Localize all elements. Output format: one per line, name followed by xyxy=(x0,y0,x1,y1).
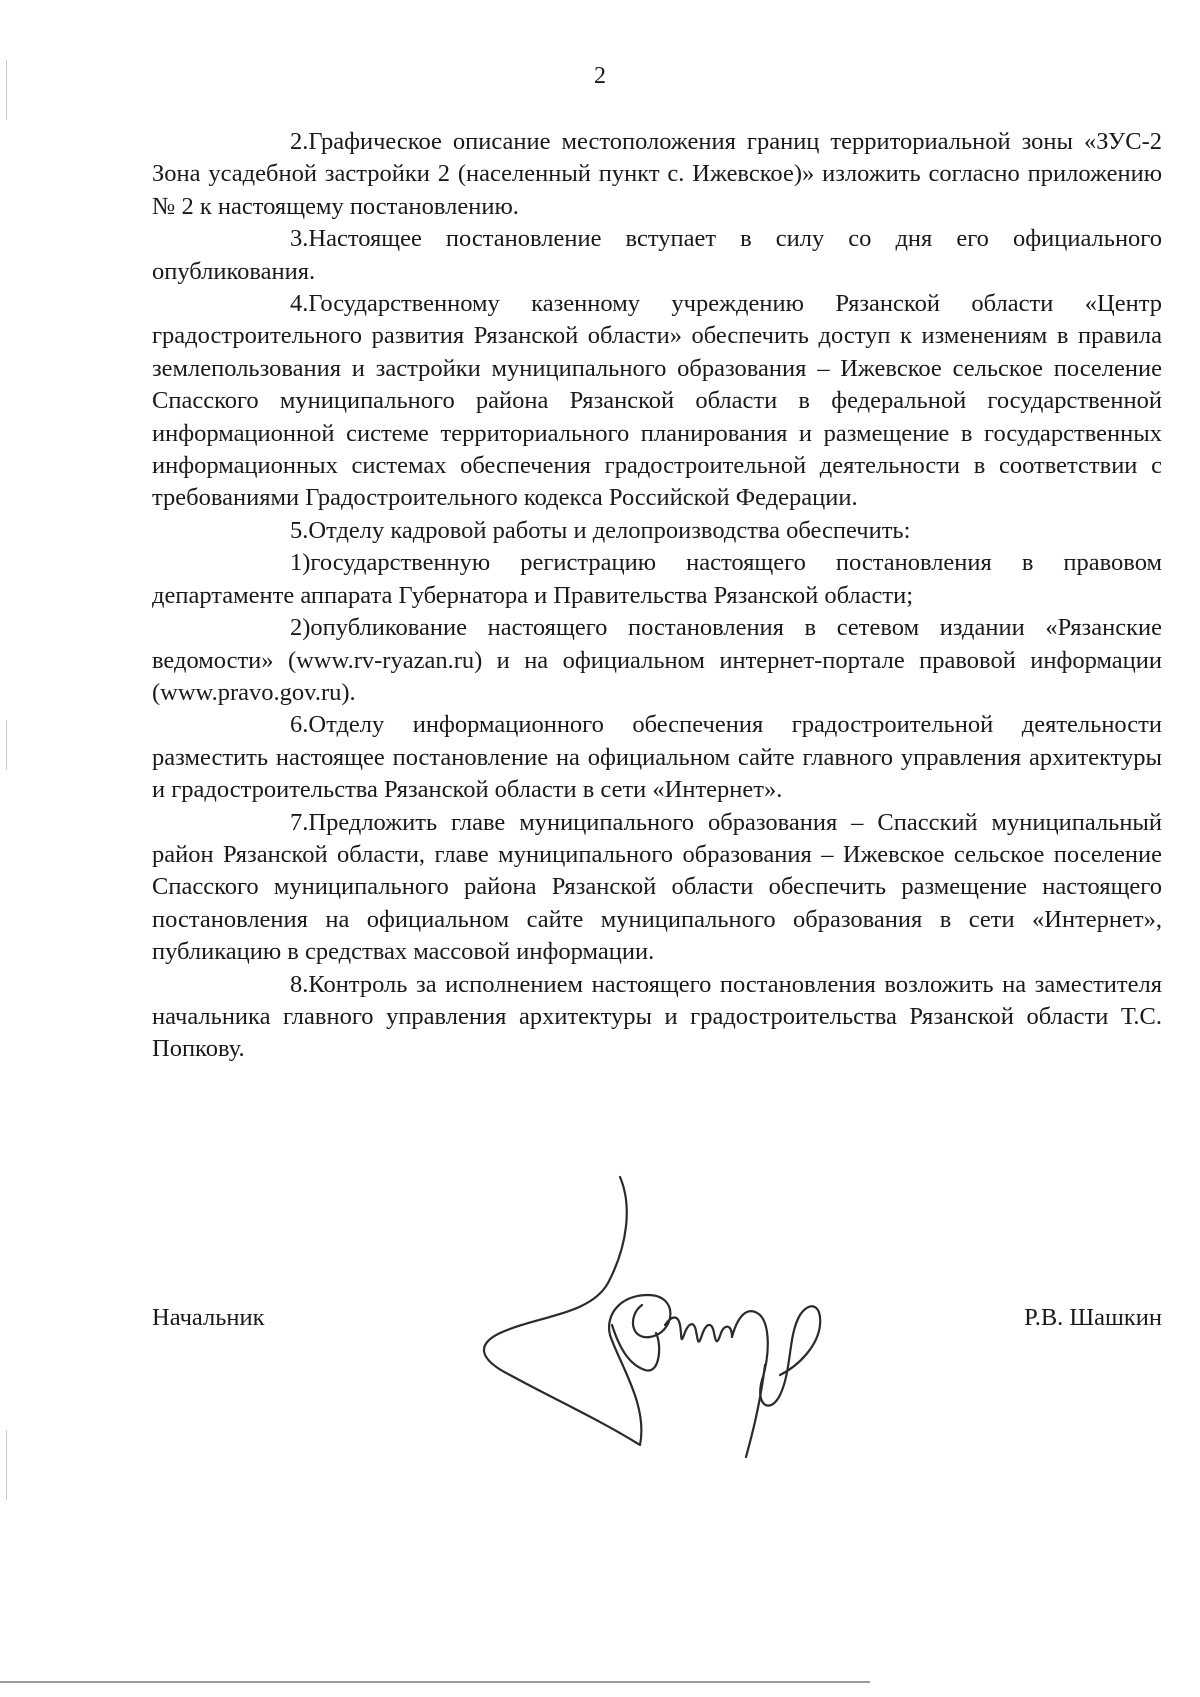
paragraph-number: 8. xyxy=(290,970,309,998)
paragraph-subitem-1 xyxy=(152,547,1162,612)
paragraph-item-2 xyxy=(152,126,1162,223)
paragraph-text: государственную регистрацию настоящего постановления в правовом департаменте аппарата Губернатора и Правительства Рязанской области; xyxy=(152,549,1162,609)
paragraph-subitem-2 xyxy=(152,612,1162,709)
paragraph-text: Отделу информационного обеспечения градостроительной деятельности разместить настоящее постановление на официальном сайте главного управления архитектуры и градостроительства Рязанской области в сети «Интернет». xyxy=(152,711,1162,804)
paragraph-text: Предложить главе муниципального образования – Спасский муниципальный район Рязанской области, главе муниципального образования – Ижевское сельское поселение Спасского муниципального района Рязанской области обеспечить размещение настоящего постановления на официальном сайте муниципального образования в сети «Интернет», публикацию в средствах массовой информации. xyxy=(152,808,1162,966)
scan-edge-mark xyxy=(6,720,7,770)
paragraph-number: 7. xyxy=(290,808,309,836)
paragraph-item-8 xyxy=(152,969,1162,1066)
paragraph-item-5 xyxy=(152,515,1162,547)
paragraph-item-6 xyxy=(152,709,1162,806)
scan-edge-mark xyxy=(6,1430,7,1500)
paragraph-item-4 xyxy=(152,288,1162,515)
paragraph-text: опубликование настоящего постановления в сетевом издании «Рязанские ведомости» (www.rv-ryazan.ru) и на официальном интернет-портале правовой информации (www.pravo.gov.ru). xyxy=(152,614,1162,706)
paragraph-number: 2. xyxy=(290,128,309,155)
paragraph-number: 6. xyxy=(290,711,309,739)
paragraph-text: Отделу кадровой работы и делопроизводства обеспечить: xyxy=(308,516,911,544)
paragraph-text: Настоящее постановление вступает в силу со дня его официального опубликования. xyxy=(152,225,1162,285)
paragraph-number: 3. xyxy=(290,225,309,253)
paragraph-number: 1) xyxy=(290,549,311,577)
signature-stroke xyxy=(746,1365,765,1457)
paragraph-item-3 xyxy=(152,223,1162,288)
signature-block xyxy=(152,1302,1162,1342)
paragraph-item-7 xyxy=(152,807,1162,969)
signatory-role: Начальник xyxy=(152,1304,265,1331)
signatory-name: Р.В. Шашкин xyxy=(1024,1304,1162,1331)
paragraph-number: 5. xyxy=(290,516,309,544)
page-number: 2 xyxy=(594,63,606,89)
paragraph-number: 4. xyxy=(290,290,309,318)
document-body xyxy=(152,126,1162,1066)
paragraph-text: Графическое описание местоположения границ территориальной зоны «ЗУС-2 Зона усадебной застройки 2 (населенный пункт с. Ижевское)» изложить согласно приложению № 2 к настоящему постановлению. xyxy=(152,128,1162,220)
paragraph-text: Государственному казенному учреждению Рязанской области «Центр градостроительного развития Рязанской области» обеспечить доступ к изменениям в правила землепользования и застройки муниципального образования – Ижевское сельское поселение Спасского муниципального района Рязанской области в федеральной государственной информационной системе территориального планирования и размещение в государственных информационных системах обеспечения градостроительной деятельности в соответствии с требованиями Градостроительного кодекса Российской Федерации. xyxy=(152,290,1162,512)
paragraph-text: Контроль за исполнением настоящего постановления возложить на заместителя начальника главного управления архитектуры и градостроительства Рязанской области Т.С. Попкову. xyxy=(152,970,1162,1063)
scan-bottom-line xyxy=(0,1681,870,1683)
paragraph-number: 2) xyxy=(290,614,311,642)
